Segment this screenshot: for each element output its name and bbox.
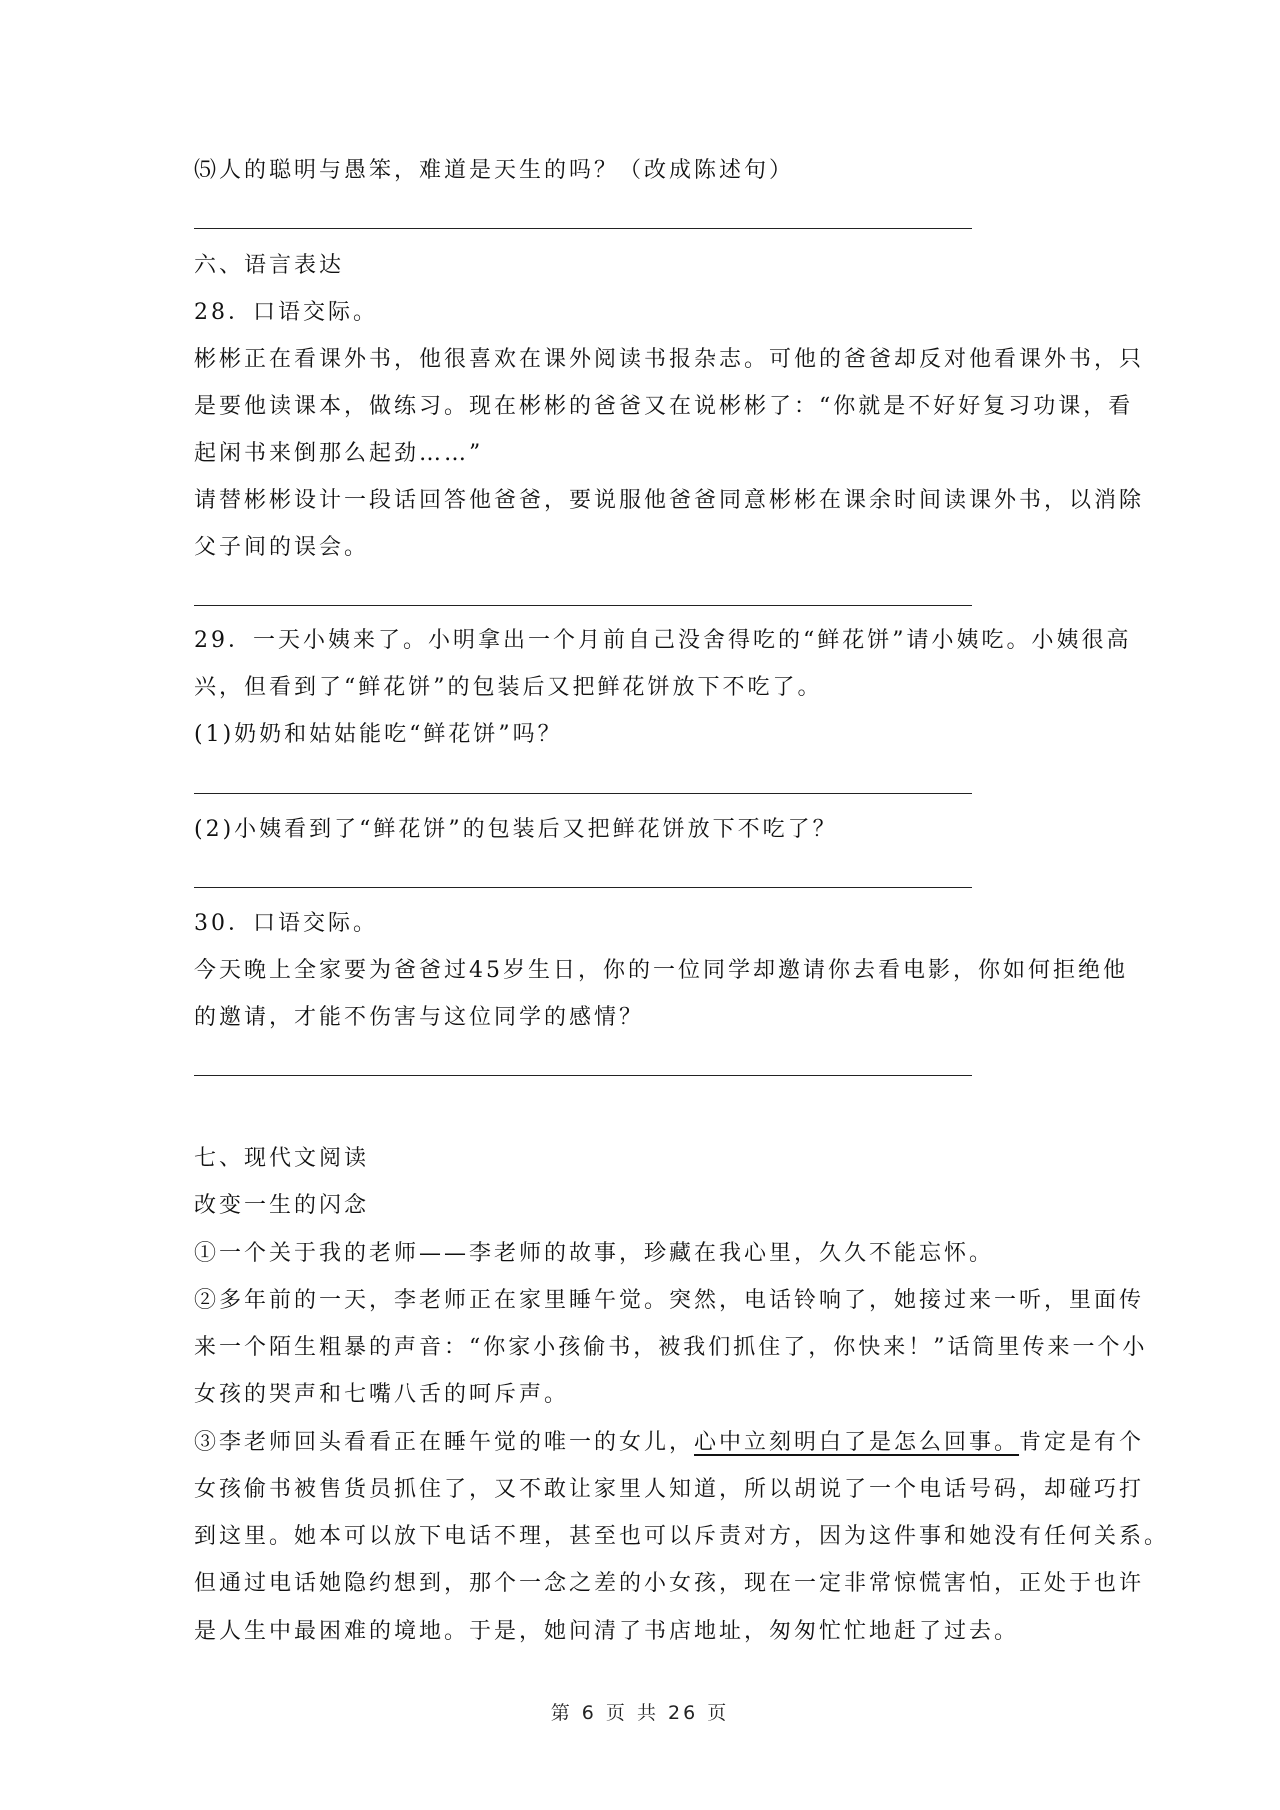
- answer-line-q30: [194, 1075, 972, 1076]
- paragraph-2-line: 女孩的哭声和七嘴八舌的呵斥声。: [194, 1382, 570, 1407]
- paragraph-3-line: 到这里。她本可以放下电话不理，甚至也可以斥责对方，因为这件事和她没有任何关系。: [194, 1524, 1170, 1549]
- answer-line-q29-1: [194, 793, 972, 794]
- question-29-line: 兴，但看到了“鲜花饼”的包装后又把鲜花饼放下不吃了。: [194, 675, 823, 700]
- paragraph-1: ①一个关于我的老师——李老师的故事，珍藏在我心里，久久不能忘怀。: [194, 1241, 995, 1266]
- question-30-line: 今天晚上全家要为爸爸过45岁生日，你的一位同学却邀请你去看电影，你如何拒绝他: [194, 958, 1128, 983]
- paragraph-3-text: ③李老师回头看看正在睡午觉的唯一的女儿，: [194, 1430, 695, 1455]
- question-29-line: 29．一天小姨来了。小明拿出一个月前自己没舍得吃的“鲜花饼”请小姨吃。小姨很高: [194, 628, 1132, 653]
- underlined-sentence: 心中立刻明白了是怎么回事。: [694, 1430, 1020, 1455]
- paragraph-2-line: ②多年前的一天，李老师正在家里睡午觉。突然，电话铃响了，她接过来一听，里面传: [194, 1288, 1145, 1313]
- question-28-line: 请替彬彬设计一段话回答他爸爸，要说服他爸爸同意彬彬在课余时间读课外书，以消除: [194, 488, 1145, 513]
- question-29-sub2: (2)小姨看到了“鲜花饼”的包装后又把鲜花饼放下不吃了？: [194, 817, 838, 842]
- paragraph-3-first-line: [194, 1428, 1144, 1458]
- paragraph-2-line: 来一个陌生粗暴的声音：“你家小孩偷书，被我们抓住了，你快来！”话筒里传来一个小: [194, 1335, 1148, 1360]
- answer-line-q28: [194, 605, 972, 606]
- paragraph-3-line: 但通过电话她隐约想到，那个一念之差的小女孩，现在一定非常惊慌害怕，正处于也许: [194, 1571, 1145, 1596]
- question-5-text: ⑸人的聪明与愚笨，难道是天生的吗？（改成陈述句）: [194, 158, 795, 183]
- section-7-heading: 七、现代文阅读: [194, 1146, 370, 1171]
- paragraph-3-line: 女孩偷书被售货员抓住了，又不敢让家里人知道，所以胡说了一个电话号码，却碰巧打: [194, 1477, 1145, 1502]
- answer-line-q5: [194, 228, 972, 229]
- question-28-line: 起闲书来倒那么起劲……”: [194, 441, 484, 466]
- question-28-line: 父子间的误会。: [194, 535, 370, 560]
- answer-line-q29-2: [194, 887, 972, 888]
- question-30-line: 的邀请，才能不伤害与这位同学的感情？: [194, 1005, 645, 1030]
- question-28-line: 彬彬正在看课外书，他很喜欢在课外阅读书报杂志。可他的爸爸却反对他看课外书，只: [194, 347, 1145, 372]
- question-28-line: 是要他读课本，做练习。现在彬彬的爸爸又在说彬彬了：“你就是不好好复习功课，看: [194, 394, 1134, 419]
- question-28-title: 28．口语交际。: [194, 300, 378, 325]
- question-30-title: 30．口语交际。: [194, 911, 378, 936]
- paragraph-3-text: 肯定是有个: [1019, 1430, 1145, 1455]
- article-title: 改变一生的闪念: [194, 1193, 370, 1218]
- page-number-footer: 第 6 页 共 26 页: [550, 1702, 730, 1724]
- paragraph-3-line: 是人生中最困难的境地。于是，她问清了书店地址，匆匆忙忙地赶了过去。: [194, 1619, 1020, 1644]
- section-6-heading: 六、语言表达: [194, 253, 345, 278]
- question-29-sub1: (1)奶奶和姑姑能吃“鲜花饼”吗？: [194, 722, 563, 747]
